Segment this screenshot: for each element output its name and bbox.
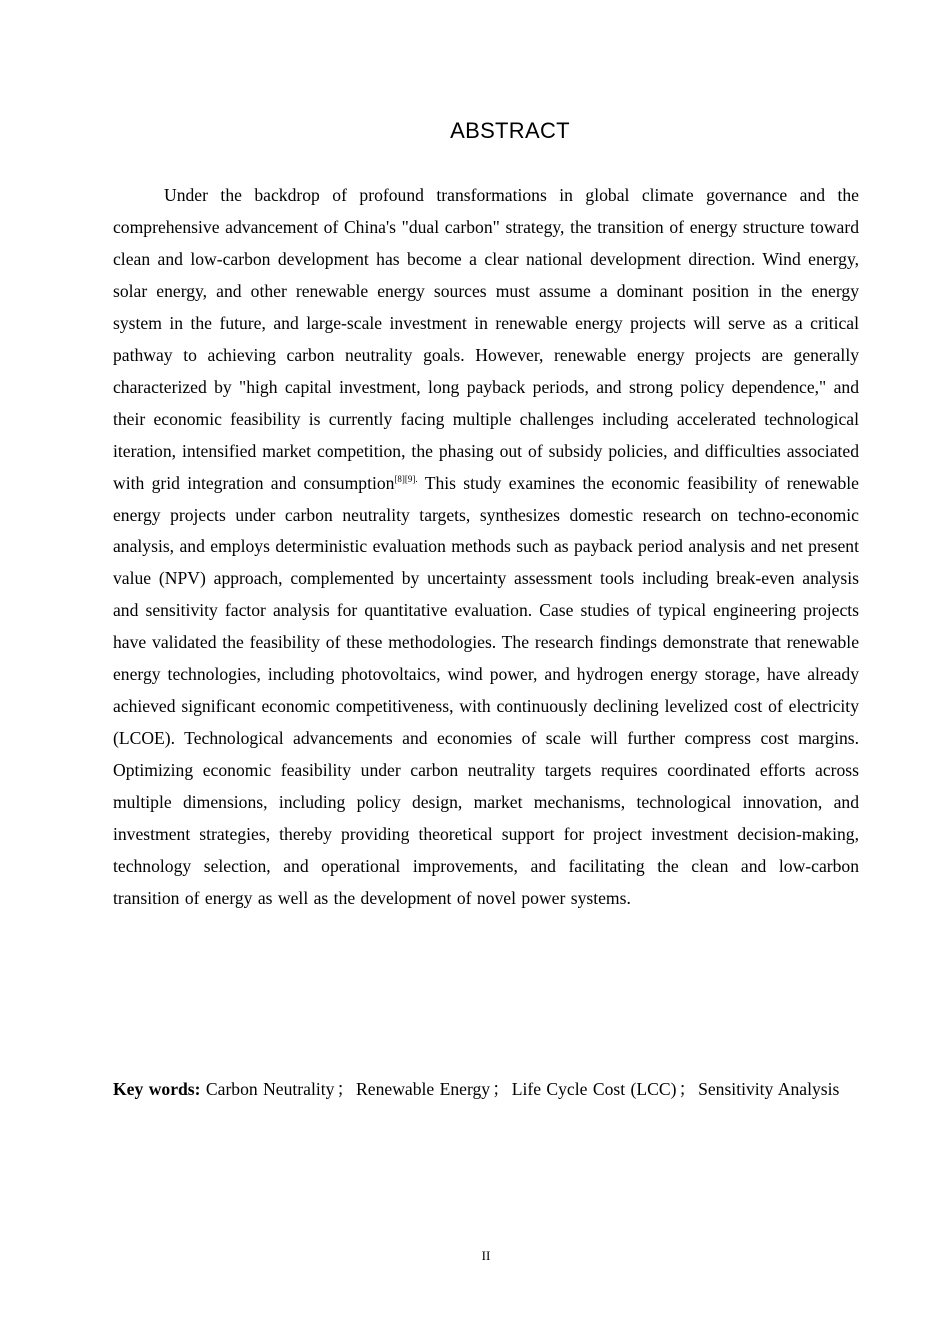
keywords-label: Key words:: [113, 1079, 201, 1099]
citation-reference: [8][9].: [394, 473, 418, 484]
keyword-separator: ；: [678, 1079, 697, 1099]
keyword-item: Life Cycle Cost (LCC): [511, 1079, 677, 1099]
page-number: II: [481, 1248, 491, 1263]
keyword-item: Sensitivity Analysis: [698, 1079, 840, 1099]
keyword-separator: ；: [492, 1079, 510, 1099]
keyword-separator: ；: [336, 1079, 355, 1099]
keyword-item: Renewable Energy: [356, 1079, 491, 1099]
abstract-text-part-2: This study examines the economic feasibility of renewable energy projects under carbon neutrality targets, synthesizes domestic research on techno-economic analysis, and employs deterministic evaluation methods such as payback period analysis and net present value (NPV) approach, complemented by uncertainty assessment tools including break-even analysis and sensitivity factor analysis for quantitative evaluation. Case studies of typical engineering projects have validated the feasibility of these methodologies. The research findings demonstrate that renewable energy technologies, including photovoltaics, wind power, and hydrogen energy storage, have already achieved significant economic competitiveness, with continuously declining levelized cost of electricity (LCOE). Technological advancements and economies of scale will further compress cost margins. Optimizing economic feasibility under carbon neutrality targets requires coordinated efforts across multiple dimensions, including policy design, market mechanisms, technological innovation, and investment strategies, thereby providing theoretical support for project investment decision-making, technology selection, and operational improvements, and facilitating the clean and low-carbon transition of energy as well as the development of novel power systems.: [113, 472, 859, 908]
keyword-item: Carbon Neutrality: [205, 1079, 335, 1099]
abstract-paragraph: [113, 180, 859, 915]
abstract-heading: ABSTRACT: [450, 118, 570, 143]
abstract-text-part-1: Under the backdrop of profound transformations in global climate governance and the comprehensive advancement of China's "dual carbon" strategy, the transition of energy structure toward clean and low-carbon development has become a clear national development direction. Wind energy, solar energy, and other renewable energy sources must assume a dominant position in the energy system in the future, and large-scale investment in renewable energy projects will serve as a critical pathway to achieving carbon neutrality goals. However, renewable energy projects are generally characterized by "high capital investment, long payback periods, and strong policy dependence," and their economic feasibility is currently facing multiple challenges including accelerated technological iteration, intensified market competition, the phasing out of subsidy policies, and difficulties associated with grid integration and consumption: [113, 185, 859, 493]
keywords-line: [113, 1073, 859, 1105]
